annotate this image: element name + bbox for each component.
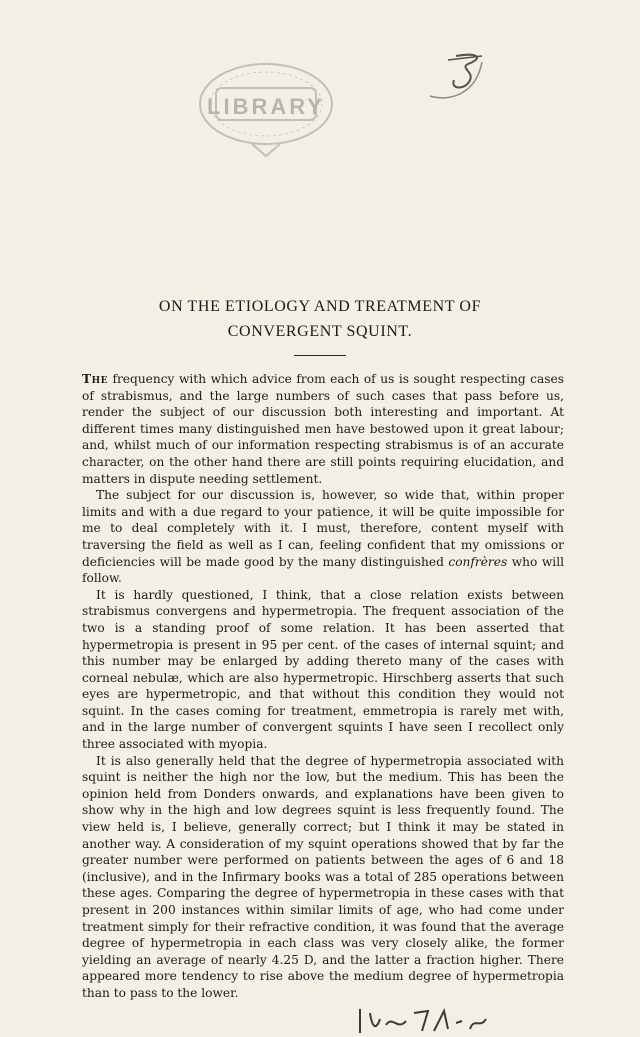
paragraph-1: [82, 371, 564, 487]
paragraph-4-text: It is also generally held that the degree of hypermetropia associated with squint is neither the high nor the low, but the medium. This has been the opinion held from Donders onwards, and explanations have been given to show why in the high and low degrees squint is less frequently found. The view held is, I believe, generally correct; but I think it may be stated in another way. A consideration of my squint operations showed that by far the greater number were performed on patients between the ages of 6 and 18 (inclusive), and in the Infirmary books was a total of 285 operations between these ages. Comparing the degree of hypermetropia in these cases with that present in 200 instances within similar limits of age, who had come under treatment simply for their refractive condition, it was found that the average degree of hypermetropia in each class was very closely alike, the former yielding an average of nearly 4.25 D, and the latter a fraction higher. There appeared more tendency to rise above the medium degree of hypermetropia than to pass to the lower.: [82, 753, 564, 1000]
paragraph-2-text-before: The subject for our discussion is, however, so wide that, within proper limits and with a due regard to your patience, it will be quite impossible for me to deal completely with it. I must, therefore, content myself with traversing the field as well as I can, feeling confident that my omissions or deficiencies will be made good by the many distinguished: [82, 488, 564, 569]
paragraph-3-text: It is hardly questioned, I think, that a close relation exists between strabismus convergens and hypermetropia. The frequent association of the two is a standing proof of some relation. It has been asserted that hypermetropia is present in 95 per cent. of the cases of internal squint; and this number may be enlarged by adding thereto many of the cases with corneal nebulæ, which are also hypermetropic. Hirschberg asserts that such eyes are hypermetropic, and that without this condition they would not squint. In the cases coming for treatment, emmetropia is rarely met with, and in the large number of convergent squints I have seen I recollect only three associated with myopia.: [82, 587, 564, 752]
handwritten-mark-bottom: [340, 1005, 490, 1037]
paragraph-2-italic: confrères: [448, 554, 508, 569]
paragraph-3: [82, 587, 564, 753]
body-text: [82, 371, 564, 1002]
paragraph-2-text-after: who will follow.: [82, 554, 564, 586]
stamp-label: LIBRARY: [207, 94, 325, 119]
document-title-line-2: CONVERGENT SQUINT.: [227, 323, 413, 340]
paragraph-2: [82, 487, 564, 587]
handwritten-mark-top: [420, 50, 490, 102]
title-rule: [294, 355, 346, 356]
paragraph-4: [82, 753, 564, 1002]
library-stamp: [192, 58, 340, 158]
paragraph-1-text: frequency with which advice from each of us is sought respecting cases of strabismus, and the large numbers of such cases that pass before us, render the subject of our discussion both interesting and important. At different times many distinguished men have bestowed upon it great labour; and, whilst much of our information respecting strabismus is of an accurate character, on the other hand there are still points requiring elucidation, and matters in dispute needing settlement.: [82, 372, 564, 486]
paragraph-1-lead: The: [82, 372, 108, 386]
document-title-line-1: ON THE ETIOLOGY AND TREATMENT OF: [158, 298, 482, 315]
